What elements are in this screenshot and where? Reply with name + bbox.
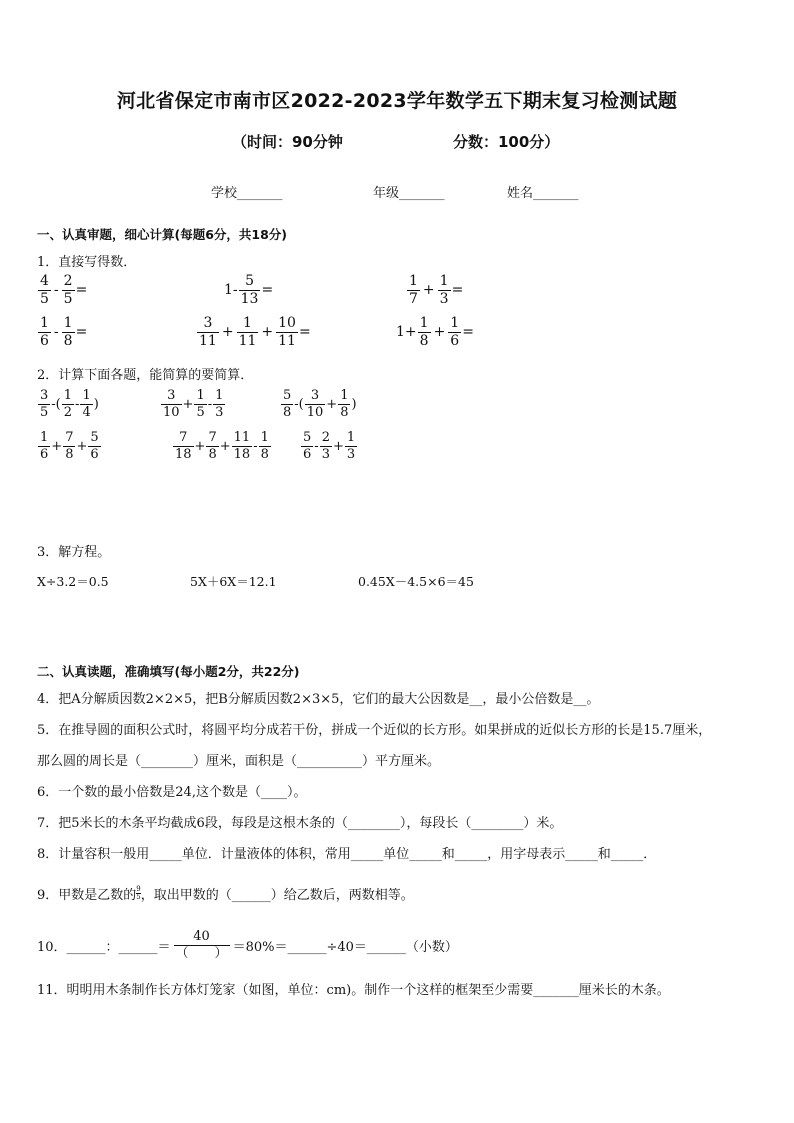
q1-item-b: 1- $\frac{5}{13}$ = (224, 273, 274, 307)
q3-equation-3: 0.45X－4.5×6＝45 (358, 574, 474, 589)
q2-item-a: $\frac{3}{5}$ -( $\frac{1}{2}$ - $\frac{1}{4}$ ) (40, 388, 99, 420)
question-11: 11．明明用木条制作长方体灯笼家（如图，单位：cm)。制作一个这样的框架至少需要_______厘米长的木条。 (37, 983, 670, 998)
question-5-line-1: 5．在推导圆的面积公式时，将圆平均分成若干份，拼成一个近似的长方形。如果拼成的近似长方形的长是15.7厘米， (37, 723, 712, 738)
q1-item-c: $\frac{1}{7}$ + $\frac{1}{3}$ = (409, 273, 464, 307)
name-field: 姓名_______ (507, 186, 579, 201)
question-3: 3．解方程。 (37, 545, 111, 560)
page-title: 河北省保定市南市区2022-2023学年数学五下期末复习检测试题 (116, 90, 678, 112)
question-5-line-2: 那么圆的周长是（________）厘米，面积是（__________）平方厘米。 (37, 754, 441, 769)
q2-item-f: $\frac{5}{6}$ - $\frac{2}{3}$ + $\frac{1}{3}$ (303, 430, 356, 462)
score-label: 分数：100分） (453, 133, 560, 151)
q1-item-d: $\frac{1}{6}$ - $\frac{1}{8}$ = (40, 315, 88, 349)
q9-fraction: $\frac{9}{5}$ (136, 885, 141, 901)
q1-item-e: $\frac{3}{11}$ + $\frac{1}{11}$ + $\frac{10}{11}$ = (199, 315, 311, 349)
question-9: 9．甲数是乙数的 $\frac{9}{5}$ ，取出甲数的（______）给乙数后，两数相等。 (37, 885, 414, 903)
q1-item-f: 1+ $\frac{1}{8}$ + $\frac{1}{6}$ = (396, 315, 474, 349)
q10-fraction: $\frac{40}{( )}$ (175, 929, 228, 961)
question-4: 4．把A分解质因数2×2×5，把B分解质因数2×3×5，它们的最大公因数是__，最小公倍数是__。 (37, 692, 600, 707)
school-field: 学校_______ (211, 186, 283, 201)
time-label: （时间：90分钟 (232, 133, 343, 151)
q2-item-b: $\frac{3}{10}$ + $\frac{1}{5}$ - $\frac{1}{3}$ (163, 388, 224, 420)
question-6: 6．一个数的最小倍数是24,这个数是（____）。 (37, 785, 307, 800)
question-2: 2．计算下面各题，能简算的要简算． (37, 368, 254, 383)
q3-equation-1: X÷3.2＝0.5 (37, 574, 109, 589)
section-2-heading: 二、认真读题，准确填写(每小题2分，共22分) (37, 664, 300, 679)
grade-field: 年级_______ (373, 186, 445, 201)
question-1: 1．直接写得数． (37, 255, 137, 270)
q2-item-c: $\frac{5}{8}$ -( $\frac{3}{10}$ + $\frac{1}{8}$ ) (283, 388, 357, 420)
q1-item-a: $\frac{4}{5}$ - $\frac{2}{5}$ = (40, 273, 88, 307)
section-1-heading: 一、认真审题，细心计算(每题6分，共18分) (37, 227, 288, 242)
question-7: 7．把5米长的木条平均截成6段，每段是这根木条的（________），每段长（________）米。 (37, 816, 563, 831)
q3-equation-2: 5X＋6X＝12.1 (190, 574, 277, 589)
q2-item-d: $\frac{1}{6}$ + $\frac{7}{8}$ + $\frac{5}{6}$ (40, 430, 99, 462)
question-10: 10．______：______＝ $\frac{40}{( )}$ ＝80%＝______÷40＝______（小数） (37, 929, 458, 961)
q2-item-e: $\frac{7}{18}$ + $\frac{7}{8}$ + $\frac{11}{18}$ - $\frac{1}{8}$ (175, 430, 269, 462)
question-8: 8．计量容积一般用_____单位．计量液体的体积，常用_____单位_____和_____，用字母表示_____和_____． (37, 847, 657, 862)
